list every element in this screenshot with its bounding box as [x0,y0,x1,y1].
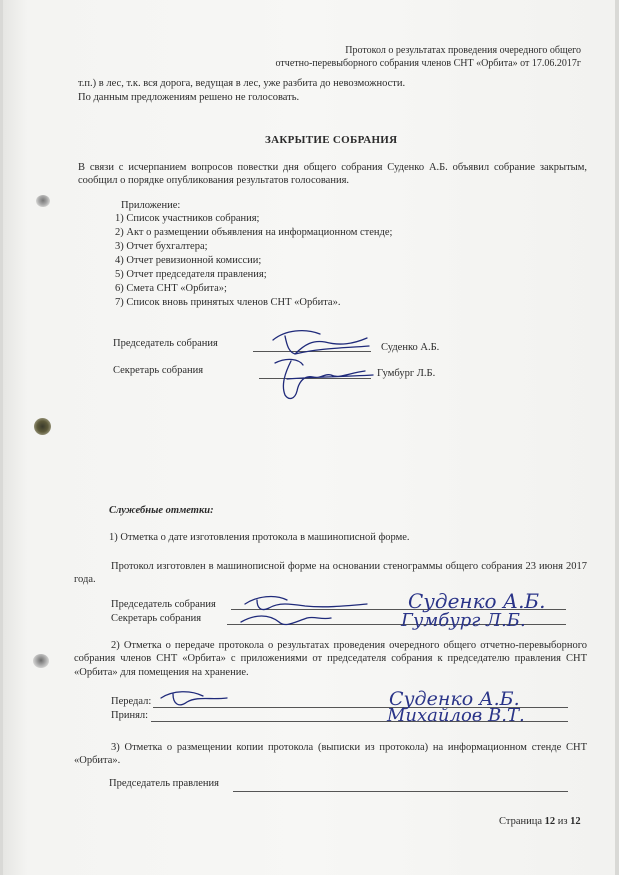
mark3-text: 3) Отметка о размещении копии протокола (выписки из протокола) на информационном стенде СНТ «Орбита». [74,742,587,767]
document-page [3,0,615,875]
punch-hole [33,654,49,668]
passed-signature-icon [155,688,235,718]
page-prefix: Страница [499,816,543,827]
page-number [499,816,581,827]
mark1-secretary-label: Секретарь собрания [111,613,202,624]
secretary-signature-icon [269,355,379,405]
appendix-item: 6) Смета СНТ «Орбита»; [115,283,227,294]
hand-secretary-name: Гумбург Л.Б. [401,610,526,631]
appendix-item: 2) Акт о размещении объявления на информационном стенде; [115,227,393,238]
appendix-heading: Приложение: [121,200,181,211]
closing-title: ЗАКРЫТИЕ СОБРАНИЯ [265,134,398,146]
closing-text: В связи с исчерпанием вопросов повестки дня общего собрания Суденко А.Б. объявил собрание закрытым, сообщил о порядке опубликования результатов голосования. [78,162,587,187]
appendix-item: 1) Список участников собрания; [115,213,260,224]
punch-hole [36,195,50,207]
mark1-chair-label: Председатель собрания [111,599,216,610]
board-chair-label: Председатель правления [109,778,219,789]
appendix-item: 3) Отчет бухгалтера; [115,241,208,252]
chair-name: Суденко А.Б. [381,342,440,353]
hand-chair-name: Суденко А.Б. [408,589,546,613]
mark1-chair-signature-icon [235,592,375,632]
secretary-label: Секретарь собрания [113,365,204,376]
intro-line-1: т.п.) в лес, т.к. вся дорога, ведущая в лес, уже разбита до невозможности. [78,78,406,89]
service-heading: Служебные отметки: [109,505,214,516]
intro-line-2: По данным предложениям решено не голосовать. [78,92,300,103]
header-line-2: отчетно-перевыборного собрания членов СНТ «Орбита» от 17.06.2017г [275,58,581,69]
hand-received-name: Михайлов В.Т. [387,705,525,726]
mark2-text: 2) Отметка о передаче протокола о результатах проведения очередного общего отчетно-перевыборного собрания членов СНТ «Орбита» с приложениями от председателя собрания к председателю правления СНТ «Орбита» для помещения на хранение. [74,640,587,678]
passed-label: Передал: [111,696,152,707]
received-label: Принял: [111,710,149,721]
appendix-item: 5) Отчет председателя правления; [115,269,267,280]
page-sep: из [557,816,568,827]
secretary-name: Гумбург Л.Б. [377,368,436,379]
mark1-title: 1) Отметка о дате изготовления протокола в машинописной форме. [109,532,410,543]
punch-hole [34,418,51,435]
mark1-text: Протокол изготовлен в машинописной форме на основании стенограммы общего собрания 23 июня 2017 года. [74,561,587,586]
header-line-1: Протокол о результатах проведения очередного общего [345,45,581,56]
appendix-item: 4) Отчет ревизионной комиссии; [115,255,262,266]
chair-label: Председатель собрания [113,338,218,349]
hand-passed-name: Суденко А.Б. [389,688,520,710]
page-total: 12 [570,816,581,827]
signature-line [233,791,568,792]
appendix-item: 7) Список вновь принятых членов СНТ «Орбита». [115,297,341,308]
page-current: 12 [544,816,556,827]
